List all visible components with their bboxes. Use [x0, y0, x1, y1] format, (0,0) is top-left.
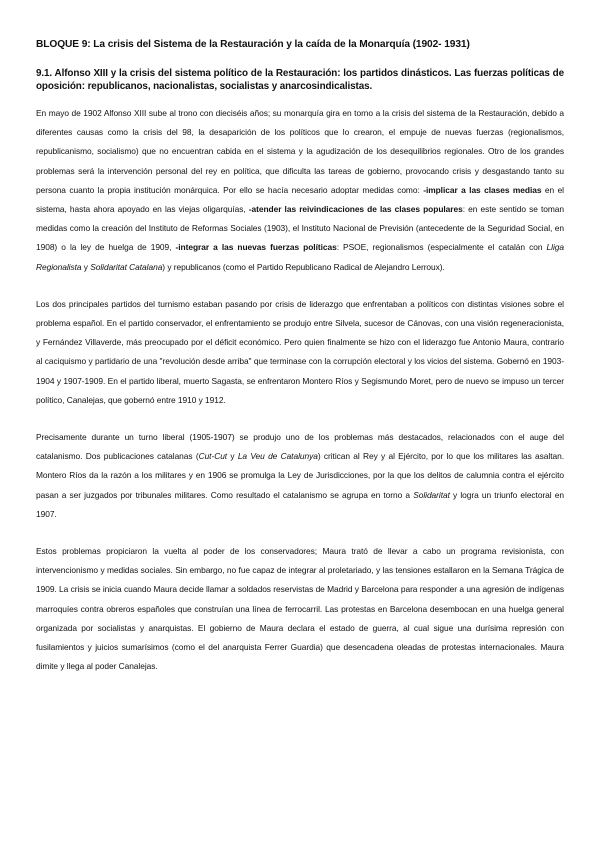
- paragraph-gap: [36, 277, 564, 295]
- p1-italic-1: Lliga Regionalista: [36, 242, 564, 272]
- p1-italic-2: Solidaritat Catalana: [90, 261, 163, 272]
- p3-italic-3: Solidaritat: [413, 489, 450, 500]
- p1-bold-1: -implicar a las clases medias: [423, 184, 542, 195]
- p3-text-2: y: [227, 451, 238, 462]
- p3-text-1: Precisamente durante un turno liberal (1905-1907) se produjo uno de los problemas más destacados, relacionados con el auge del catalanismo. Dos publicaciones catalanas (: [36, 432, 564, 462]
- p1-text-1: En mayo de 1902 Alfonso XIII sube al trono con dieciséis años; su monarquía gira en torno a la crisis del sistema de la Restauración, debido a diferentes causas como la crisis del 98, la desaparición de los políticos que lo crearon, el empuje de nuevas fuerzas (regionalismos, republicanismo, socialismo) que no encuentran cabida en el sistema y la agudización de los desequilibrios regionales. Otro de los grandes problemas será la intervención personal del rey en política, que dificulta las tareas de gobierno, provocando crisis y desgastando tanto su persona cuanto la propia institución monárquica. Por ello se hacía necesario adoptar medidas como:: [36, 108, 564, 195]
- section-title: 9.1. Alfonso XIII y la crisis del sistema político de la Restauración: los partidos dinásticos. Las fuerzas políticas de oposición: republicanos, nacionalistas, socialistas y anarcosindicalistas.: [36, 68, 564, 92]
- paragraph-gap: [36, 524, 564, 542]
- p3-italic-2: La Veu de Catalunya: [237, 451, 318, 462]
- paragraph-3: [36, 428, 564, 524]
- paragraph-2: Los dos principales partidos del turnismo estaban pasando por crisis de liderazgo que enfrentaban a políticos con distintas visiones sobre el problema español. En el partido conservador, el enfrentamiento se produjo entre Silvela, sucesor de Cánovas, con una visión regeneracionista, y Fernández Villaverde, más preocupado por el déficit económico. Pero quien finalmente se hizo con el liderazgo fue Antonio Maura, contrario al caciquismo y partidario de una "revolución desde arriba" que terminase con la corrupción electoral y los vicios del sistema. Gobernó en 1903-1904 y 1907-1909. En el partido liberal, muerto Sagasta, se enfrentaron Montero Ríos y Segismundo Moret, pero de nuevo se impuso un tercer político, Canalejas, que gobernó entre 1910 y 1912.: [36, 298, 564, 405]
- p3-text-3: ) critican al Rey y al Ejército, por lo que los militares las asaltan. Montero Ríos da la razón a los militares y en 1906 se promulga la Ley de Jurisdicciones, por la que los delitos de calumnia contra el ejército pasan a ser juzgados por tribunales militares. Como resultado el catalanismo se agrupa en torno a: [36, 451, 564, 500]
- p3-italic-1: Cut-Cut: [198, 451, 228, 462]
- p1-text-2: en el sistema, hasta ahora apoyado en las viejas oligarquías,: [36, 184, 564, 215]
- p1-bold-2: -atender las reivindicaciones de las clases populares: [248, 204, 463, 215]
- p1-text-6: ) y republicanos (como el Partido Republicano Radical de Alejandro Lerroux).: [162, 261, 445, 272]
- p1-text-4: : PSOE, regionalismos (especialmente el catalán con: [336, 242, 547, 253]
- paragraph-4: Estos problemas propiciaron la vuelta al poder de los conservadores; Maura trató de llevar a cabo un programa revisionista, con intervencionismo y medidas sociales. Sin embargo, no fue capaz de integrar al proletariado, y las tensiones estallaron en la Semana Trágica de 1909. La crisis se inicia cuando Maura decide llamar a soldados reservistas de Madrid y Barcelona para responder a una agresión de indígenas marroquíes contra obreros españoles que construían una línea de ferrocarril. Las protestas en Barcelona desembocan en una huelga general organizada por socialistas y anarquistas. El gobierno de Maura declara el estado de guerra, al cual sigue una durísima represión con fusilamientos y juicios sumarísimos (como el del anarquista Ferrer Guardia) que desencadena oleadas de protestas internacionales. Maura dimite y llega al poder Canalejas.: [36, 546, 564, 672]
- bloque-title: BLOQUE 9: La crisis del Sistema de la Restauración y la caída de la Monarquía (1902- 1931): [36, 39, 470, 50]
- paragraph-gap: [36, 410, 564, 428]
- p1-bold-3: -integrar a las nuevas fuerzas políticas: [175, 242, 337, 253]
- p3-text-4: y logra un triunfo electoral en 1907.: [36, 489, 564, 519]
- document-content: [36, 38, 564, 676]
- p1-text-5: y: [81, 261, 91, 272]
- paragraph-1: [36, 104, 564, 277]
- p1-text-3: : en este sentido se toman medidas como la creación del Instituto de Reformas Sociales (1903), el Instituto Nacional de Previsión (antecedente de la Seguridad Social, en 1908) o la ley de huelga de 1909,: [36, 204, 565, 253]
